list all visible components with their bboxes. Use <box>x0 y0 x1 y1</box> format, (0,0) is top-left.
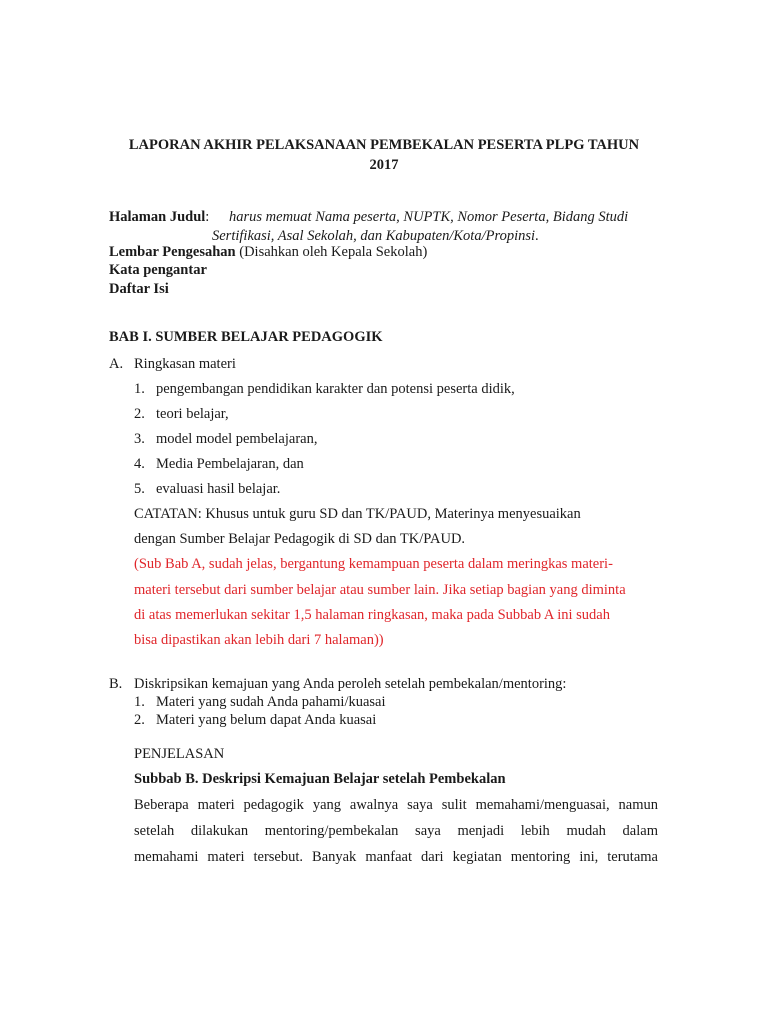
bab1-heading: BAB I. SUMBER BELAJAR PEDAGOGIK <box>109 329 383 345</box>
list-item-num: 1. <box>134 381 145 397</box>
lembar-pengesahan-line <box>109 244 427 261</box>
catatan-line2: dengan Sumber Belajar Pedagogik di SD dan TK/PAUD. <box>134 531 466 547</box>
lembar-pengesahan-label: Lembar Pengesahan <box>109 244 236 260</box>
penjelasan-label: PENJELASAN <box>134 746 225 762</box>
list-item-num: 3. <box>134 431 145 447</box>
section-a-marker: A. <box>109 356 124 372</box>
section-b-marker: B. <box>109 676 123 692</box>
list-item: Materi yang sudah Anda pahami/kuasai <box>156 694 386 710</box>
paragraph-line: Beberapa materi pedagogik yang awalnya saya sulit memahami/menguasai, namun <box>134 797 658 813</box>
section-a-title: Ringkasan materi <box>134 356 236 372</box>
paragraph-line: setelah dilakukan mentoring/pembekalan saya menjadi lebih mudah dalam <box>134 823 658 839</box>
list-item-num: 2. <box>134 406 145 422</box>
halaman-judul-colon: : <box>205 209 210 225</box>
kata-pengantar: Kata pengantar <box>109 262 207 278</box>
red-note-line: (Sub Bab A, sudah jelas, bergantung kemampuan peserta dalam meringkas materi- <box>134 556 613 572</box>
list-item: model model pembelajaran, <box>156 431 318 447</box>
section-b-title: Diskripsikan kemajuan yang Anda peroleh setelah pembekalan/mentoring: <box>134 676 567 692</box>
list-item-num: 2. <box>134 712 145 728</box>
report-title-line1: LAPORAN AKHIR PELAKSANAAN PEMBEKALAN PESERTA PLPG TAHUN <box>128 137 640 153</box>
red-note-line: materi tersebut dari sumber belajar atau sumber lain. Jika setiap bagian yang diminta <box>134 582 626 598</box>
halaman-judul-desc-line2-wrap <box>212 228 539 245</box>
red-note-line: bisa dipastikan akan lebih dari 7 halaman)) <box>134 632 384 648</box>
daftar-isi: Daftar Isi <box>109 281 169 297</box>
halaman-judul-desc-end: . <box>535 228 539 244</box>
list-item: Media Pembelajaran, dan <box>156 456 304 472</box>
catatan-line1: CATATAN: Khusus untuk guru SD dan TK/PAUD, Materinya menyesuaikan <box>134 506 581 522</box>
halaman-judul-desc-line1: harus memuat Nama peserta, NUPTK, Nomor Peserta, Bidang Studi <box>229 209 629 225</box>
lembar-pengesahan-desc: (Disahkan oleh Kepala Sekolah) <box>235 244 428 260</box>
list-item: Materi yang belum dapat Anda kuasai <box>156 712 377 728</box>
list-item: teori belajar, <box>156 406 229 422</box>
list-item-num: 1. <box>134 694 145 710</box>
list-item: pengembangan pendidikan karakter dan potensi peserta didik, <box>156 381 515 397</box>
halaman-judul-desc-line2: Sertifikasi, Asal Sekolah, dan Kabupaten/Kota/Propinsi <box>212 228 536 244</box>
list-item: evaluasi hasil belajar. <box>156 481 281 497</box>
red-note-line: di atas memerlukan sekitar 1,5 halaman ringkasan, maka pada Subbab A ini sudah <box>134 607 610 623</box>
list-item-num: 4. <box>134 456 145 472</box>
report-title-line2: 2017 <box>369 157 399 173</box>
subbab-b-heading: Subbab B. Deskripsi Kemajuan Belajar setelah Pembekalan <box>134 771 506 787</box>
paragraph-line: memahami materi tersebut. Banyak manfaat dari kegiatan mentoring ini, terutama <box>134 849 658 865</box>
halaman-judul-line <box>109 209 209 226</box>
list-item-num: 5. <box>134 481 145 497</box>
halaman-judul-label: Halaman Judul <box>109 209 206 225</box>
